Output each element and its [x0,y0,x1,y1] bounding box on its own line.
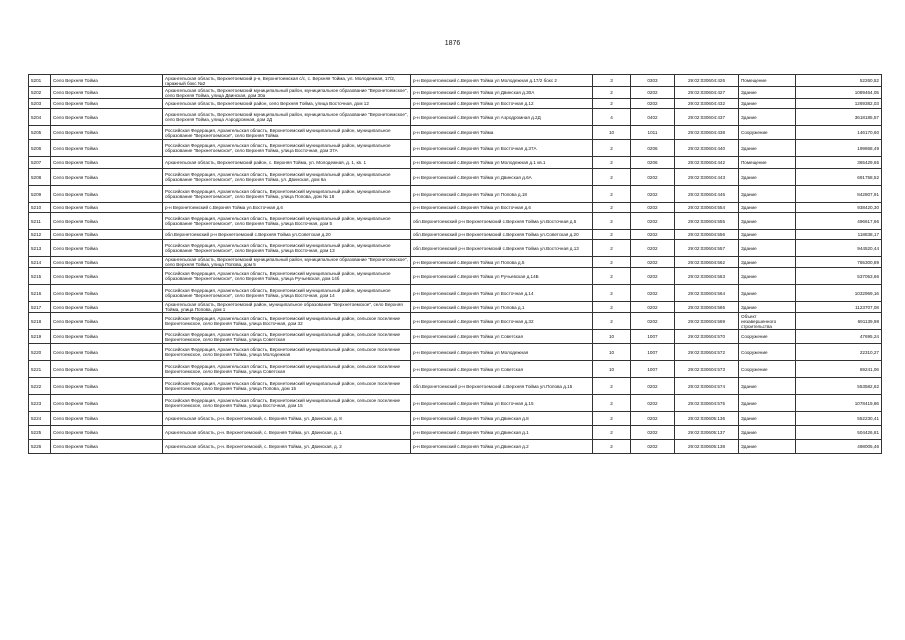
code-group-cell: 2 [593,230,631,240]
code-type-cell: 1007 [631,344,675,361]
code-type-cell: 0202 [631,203,675,213]
property-register-table [28,74,882,454]
cadastral-number-cell: 29:02:030604:555 [675,213,739,230]
row-number: 5204 [29,109,51,126]
object-kind-cell: Сооружение [739,126,796,140]
row-number: 5206 [29,140,51,157]
object-kind-cell: Здание [739,87,796,99]
code-group-cell: 2 [593,213,631,230]
settlement-cell: Село Верхняя Тойма [51,268,163,285]
settlement-cell: Село Верхняя Тойма [51,240,163,257]
location-cell: р-н Верхнетоемский с.Верхняя Тойма ул.Двинская д.8 [411,412,593,426]
address-cell: Архангельская область, р-н. Верхнетоемский, с. Верхняя Тойма, ул. Двинская, д. 8 [163,412,411,426]
code-type-cell: 0303 [631,75,675,87]
row-number: 5210 [29,203,51,213]
code-type-cell: 0202 [631,302,675,313]
cadastral-value-cell: 691139,98 [796,313,882,330]
location-cell: р-н Верхнетоемский с.Верхняя Тойма ул.Двинская д.2 [411,440,593,454]
code-type-cell: 0206 [631,140,675,157]
table-row [29,313,882,330]
settlement-cell: Село Верхняя Тойма [51,87,163,99]
address-cell: Российская Федерация, Архангельская область, Верхнетоемский муниципальный район, муниципальное образование "Верхнетоемское", село Верхняя Тойма, ул. Двинская, дом 6а [163,169,411,186]
cadastral-value-cell: 765300,89 [796,257,882,268]
table-row [29,378,882,395]
address-cell: Архангельская область, Верхнетоемский муниципальный район, муниципальное образование "Верхнетоемское", село Верхняя Тойма, улица Попова, дом 5 [163,257,411,268]
object-kind-cell: Сооружение [739,361,796,378]
address-cell: Архангельская область, Верхнетоемский р-н, Верхнетоемская с/с, с. Верхняя Тойма, ул. Молодежная, 17/2, гаражный бокс №2 [163,75,411,87]
location-cell: р-н Верхнетоемский с.Верхняя Тойма ул Молодежная д.1 кв.1 [411,157,593,169]
table-row [29,169,882,186]
object-kind-cell: Объект незавершенного строительства [739,313,796,330]
table-row [29,412,882,426]
settlement-cell: Село Верхняя Тойма [51,109,163,126]
address-cell: Российская Федерация, Архангельская область, Верхнетоемский муниципальный район, сельское поселение Верхнетоемское, село Верхняя Тойма, улица Восточная, дом 15 [163,395,411,412]
code-group-cell: 2 [593,87,631,99]
cadastral-number-cell: 29:02:030604:437 [675,109,739,126]
location-cell: р-н Верхнетоемский с.Верхняя Тойма ул Ручьевская д.14Б [411,268,593,285]
cadastral-value-cell: 1269382,03 [796,99,882,109]
settlement-cell: Село Верхняя Тойма [51,75,163,87]
code-group-cell: 2 [593,395,631,412]
cadastral-number-cell: 29:02:030604:556 [675,230,739,240]
table-row [29,126,882,140]
address-cell: Российская Федерация, Архангельская область, Верхнетоемский муниципальный район, муниципальное образование "Верхнетоемское", село Верхняя Тойма [163,126,411,140]
settlement-cell: Село Верхняя Тойма [51,330,163,344]
object-kind-cell: Помещение [739,75,796,87]
cadastral-value-cell: 553582,62 [796,378,882,395]
code-group-cell: 2 [593,378,631,395]
cadastral-number-cell: 29:02:030604:446 [675,186,739,203]
cadastral-number-cell: 29:02:030604:562 [675,257,739,268]
cadastral-number-cell: 29:02:030604:438 [675,126,739,140]
cadastral-value-cell: 3618185,57 [796,109,882,126]
location-cell: р-н Верхнетоемский с.Верхняя Тойма ул Попова д.1 [411,302,593,313]
object-kind-cell: Здание [739,378,796,395]
row-number: 5220 [29,344,51,361]
table-row [29,203,882,213]
location-cell: р-н Верхнетоемский с.Верхняя Тойма ул Молодежная [411,344,593,361]
settlement-cell: Село Верхняя Тойма [51,126,163,140]
table-row [29,213,882,230]
location-cell: р-н Верхнетоемский с.Верхняя Тойма ул Советская [411,330,593,344]
row-number: 5226 [29,440,51,454]
settlement-cell: Село Верхняя Тойма [51,285,163,302]
code-group-cell: 2 [593,313,631,330]
code-type-cell: 0402 [631,109,675,126]
code-group-cell: 10 [593,344,631,361]
location-cell: р-н Верхнетоемский с.Верхняя Тойма ул Восточная д.6 [411,203,593,213]
page-number: 1876 [444,40,461,47]
object-kind-cell: Здание [739,412,796,426]
location-cell: р-н Верхнетоемский с.Верхняя Тойма ул Двинская д.6А [411,169,593,186]
location-cell: р-н Верхнетоемский с.Верхняя Тойма ул Советская [411,361,593,378]
address-cell: Российская Федерация, Архангельская область, Верхнетоемский муниципальный район, муниципальное образование "Верхнетоемское", село Верхняя Тойма, улица Восточная, дом 37А [163,140,411,157]
object-kind-cell: Здание [739,426,796,440]
settlement-cell: Село Верхняя Тойма [51,426,163,440]
address-cell: обл.Верхнетоемский р-н Верхнетоемский с.Верхняя Тойма ул.Советская д.20 [163,230,411,240]
row-number: 5224 [29,412,51,426]
location-cell: р-н Верхнетоемский с.Верхняя Тойма ул Попова д.18 [411,186,593,203]
code-type-cell: 0202 [631,186,675,203]
row-number: 5205 [29,126,51,140]
cadastral-value-cell: 1123707,08 [796,302,882,313]
location-cell: р-н Верхнетоемский с.Верхняя Тойма ул Восточная д.14 [411,285,593,302]
code-group-cell: 2 [593,169,631,186]
row-number: 5201 [29,75,51,87]
row-number: 5202 [29,87,51,99]
code-type-cell: 0202 [631,169,675,186]
table-row [29,157,882,169]
row-number: 5218 [29,313,51,330]
location-cell: р-н Верхнетоемский с.Верхняя Тойма ул Восточная д.15 [411,395,593,412]
code-type-cell: 0202 [631,395,675,412]
row-number: 5215 [29,268,51,285]
object-kind-cell: Здание [739,186,796,203]
object-kind-cell: Здание [739,257,796,268]
cadastral-number-cell: 29:02:030604:572 [675,344,739,361]
cadastral-value-cell: 22310,27 [796,344,882,361]
cadastral-number-cell: 29:02:030604:575 [675,395,739,412]
address-cell: Российская Федерация, Архангельская область, Верхнетоемский муниципальный район, муниципальное образование "Верхнетоемское", село Верхняя Тойма, улица Восточная, дом 13 [163,240,411,257]
cadastral-number-cell: 29:02:030604:570 [675,330,739,344]
address-cell: Российская Федерация, Архангельская область, Верхнетоемский муниципальный район, сельское поселение Верхнетоемское, село Верхняя Тойма, улица Советская [163,361,411,378]
object-kind-cell: Здание [739,240,796,257]
cadastral-number-cell: 29:02:030604:432 [675,99,739,109]
settlement-cell: Село Верхняя Тойма [51,157,163,169]
code-type-cell: 0202 [631,412,675,426]
table-row [29,440,882,454]
settlement-cell: Село Верхняя Тойма [51,313,163,330]
code-group-cell: 3 [593,75,631,87]
code-type-cell: 0202 [631,99,675,109]
table-row [29,87,882,99]
row-number: 5216 [29,285,51,302]
table-row [29,140,882,157]
code-type-cell: 0202 [631,426,675,440]
cadastral-value-cell: 504426,81 [796,426,882,440]
cadastral-value-cell: 69241,06 [796,361,882,378]
cadastral-value-cell: 1078419,86 [796,395,882,412]
code-type-cell: 0202 [631,285,675,302]
cadastral-value-cell: 938420,30 [796,203,882,213]
cadastral-value-cell: 365429,65 [796,157,882,169]
settlement-cell: Село Верхняя Тойма [51,257,163,268]
code-group-cell: 2 [593,440,631,454]
object-kind-cell: Здание [739,99,796,109]
settlement-cell: Село Верхняя Тойма [51,302,163,313]
settlement-cell: Село Верхняя Тойма [51,361,163,378]
settlement-cell: Село Верхняя Тойма [51,412,163,426]
object-kind-cell: Здание [739,140,796,157]
row-number: 5223 [29,395,51,412]
row-number: 5219 [29,330,51,344]
cadastral-number-cell: 29:02:030604:443 [675,169,739,186]
code-type-cell: 1007 [631,361,675,378]
code-group-cell: 2 [593,302,631,313]
code-type-cell: 0202 [631,230,675,240]
location-cell: р-н Верхнетоемский с.Верхняя Тойма ул Восточная д.37А [411,140,593,157]
address-cell: Архангельская область, Верхнетоемский район, муниципальное образование "Верхнетоемское", село Верхняя Тойма, улица Попова, дом 1 [163,302,411,313]
table-row [29,302,882,313]
address-cell: Архангельская область, р-н. Верхнетоемский, с. Верхняя Тойма, ул. Двинская, д. 1 [163,426,411,440]
cadastral-number-cell: 29:02:030605:137 [675,426,739,440]
address-cell: Российская Федерация, Архангельская область, Верхнетоемский муниципальный район, сельское поселение Верхнетоемское, село Верхняя Тойма, улица Попова, дом 15 [163,378,411,395]
settlement-cell: Село Верхняя Тойма [51,186,163,203]
table-row [29,109,882,126]
address-cell: Российская Федерация, Архангельская область, Верхнетоемский муниципальный район, муниципальное образование "Верхнетоемское", село Верхняя Тойма, улица Попова, дом № 18 [163,186,411,203]
row-number: 5225 [29,426,51,440]
location-cell: р-н Верхнетоемский с.Верхняя Тойма ул Аэродромная д.2Д [411,109,593,126]
object-kind-cell: Здание [739,230,796,240]
table-row [29,240,882,257]
object-kind-cell: Здание [739,213,796,230]
table-row [29,426,882,440]
cadastral-number-cell: 29:02:030605:138 [675,440,739,454]
object-kind-cell: Сооружение [739,344,796,361]
location-cell: р-н Верхнетоемский с.Верхняя Тойма ул Молодежная д.17/2 бокс 2 [411,75,593,87]
address-cell: Российская Федерация, Архангельская область, Верхнетоемский муниципальный район, сельское поселение Верхнетоемское, село Верхняя Тойма, улица Молодежная [163,344,411,361]
code-type-cell: 0202 [631,87,675,99]
location-cell: р-н Верхнетоемский с.Верхняя Тойма ул Восточная д.32 [411,313,593,330]
row-number: 5214 [29,257,51,268]
cadastral-number-cell: 29:02:030605:136 [675,412,739,426]
code-type-cell: 0206 [631,157,675,169]
code-group-cell: 2 [593,257,631,268]
settlement-cell: Село Верхняя Тойма [51,344,163,361]
address-cell: Российская Федерация, Архангельская область, Верхнетоемский муниципальный район, сельское поселение Верхнетоемское, село Верхняя Тойма, улица Восточная, дом 32 [163,313,411,330]
location-cell: р-н Верхнетоемский с.Верхняя Тойма ул Попова д.5 [411,257,593,268]
table-row [29,395,882,412]
cadastral-value-cell: 842807,91 [796,186,882,203]
code-type-cell: 1007 [631,330,675,344]
code-group-cell: 10 [593,361,631,378]
location-cell: обл.Верхнетоемский р-н Верхнетоемский с.Верхняя Тойма ул.Восточная д.5 [411,213,593,230]
code-type-cell: 0202 [631,313,675,330]
object-kind-cell: Здание [739,395,796,412]
table-row [29,99,882,109]
cadastral-number-cell: 29:02:030604:573 [675,361,739,378]
row-number: 5211 [29,213,51,230]
address-cell: Российская Федерация, Архангельская область, Верхнетоемский муниципальный район, муниципальное образование "Верхнетоемское", село Верхняя Тойма, улица Восточная, дом 5 [163,213,411,230]
settlement-cell: Село Верхняя Тойма [51,440,163,454]
settlement-cell: Село Верхняя Тойма [51,213,163,230]
cadastral-number-cell: 29:02:030604:563 [675,268,739,285]
row-number: 5217 [29,302,51,313]
settlement-cell: Село Верхняя Тойма [51,203,163,213]
cadastral-number-cell: 29:02:030604:440 [675,140,739,157]
table-row [29,257,882,268]
cadastral-number-cell: 29:02:030604:565 [675,302,739,313]
object-kind-cell: Здание [739,109,796,126]
object-kind-cell: Здание [739,440,796,454]
code-group-cell: 2 [593,157,631,169]
cadastral-value-cell: 552230,41 [796,412,882,426]
settlement-cell: Село Верхняя Тойма [51,378,163,395]
code-group-cell: 2 [593,285,631,302]
object-kind-cell: Сооружение [739,330,796,344]
row-number: 5222 [29,378,51,395]
address-cell: Российская Федерация, Архангельская область, Верхнетоемский муниципальный район, муниципальное образование "Верхнетоемское", село Верхняя Тойма, улица Ручьевская, дом 14б [163,268,411,285]
object-kind-cell: Здание [739,268,796,285]
cadastral-number-cell: 29:02:030604:427 [675,87,739,99]
cadastral-number-cell: 29:02:030604:574 [675,378,739,395]
code-group-cell: 10 [593,330,631,344]
location-cell: обл.Верхнетоемский р-н Верхнетоемский с.Верхняя Тойма ул.Восточная д.13 [411,240,593,257]
table-row [29,344,882,361]
table-row [29,268,882,285]
code-group-cell: 10 [593,126,631,140]
table-row [29,285,882,302]
cadastral-value-cell: 496617,66 [796,213,882,230]
table-row [29,330,882,344]
table-row [29,361,882,378]
object-kind-cell: Помещение [739,157,796,169]
table-row [29,75,882,87]
cadastral-value-cell: 691758,52 [796,169,882,186]
code-type-cell: 0202 [631,378,675,395]
code-type-cell: 0202 [631,268,675,285]
settlement-cell: Село Верхняя Тойма [51,230,163,240]
address-cell: р-н Верхнетоемский с.Верхняя Тойма ул.Восточная д.6 [163,203,411,213]
code-group-cell: 2 [593,240,631,257]
location-cell: обл.Верхнетоемский р-н Верхнетоемский с.Верхняя Тойма ул.Попова д.15 [411,378,593,395]
settlement-cell: Село Верхняя Тойма [51,169,163,186]
cadastral-number-cell: 29:02:030604:426 [675,75,739,87]
location-cell: р-н Верхнетоемский с.Верхняя Тойма ул Восточная д.12 [411,99,593,109]
location-cell: обл.Верхнетоемский р-н Верхнетоемский с.Верхняя Тойма ул.Советская д.20 [411,230,593,240]
address-cell: Архангельская область, Верхнетоемский муниципальный район, муниципальное образование "Верхнетоемское", село Верхняя Тойма, улица Двинская, дом 30а [163,87,411,99]
row-number: 5207 [29,157,51,169]
object-kind-cell: Здание [739,285,796,302]
address-cell: Российская Федерация, Архангельская область, Верхнетоемский муниципальный район, сельское поселение Верхнетоемское, село Верхняя Тойма, улица Советская [163,330,411,344]
table-row [29,186,882,203]
location-cell: р-н Верхнетоемский с.Верхняя Тойма [411,126,593,140]
cadastral-value-cell: 498005,46 [796,440,882,454]
cadastral-value-cell: 199868,49 [796,140,882,157]
address-cell: Архангельская область, р-н. Верхнетоемский, с. Верхняя Тойма, ул. Двинская, д. 2 [163,440,411,454]
address-cell: Архангельская область, Верхнетоемский район, с. Верхняя Тойма, ул. Молодежная, д. 1, кв. 1 [163,157,411,169]
row-number: 5209 [29,186,51,203]
row-number: 5212 [29,230,51,240]
object-kind-cell: Здание [739,302,796,313]
settlement-cell: Село Верхняя Тойма [51,395,163,412]
row-number: 5221 [29,361,51,378]
code-group-cell: 2 [593,412,631,426]
row-number: 5203 [29,99,51,109]
object-kind-cell: Здание [739,169,796,186]
address-cell: Архангельская область, Верхнетоемский район, село Верхняя Тойма, улица Восточная, дом 12 [163,99,411,109]
object-kind-cell: Здание [739,203,796,213]
address-cell: Архангельская область, Верхнетоемский муниципальный район, муниципальное образование "Верхнетоемское", село Верхняя Тойма, улица Аэродромная, дом 2Д [163,109,411,126]
cadastral-number-cell: 29:02:030604:569 [675,313,739,330]
cadastral-value-cell: 1089464,05 [796,87,882,99]
code-type-cell: 0202 [631,440,675,454]
cadastral-value-cell: 52260,52 [796,75,882,87]
code-type-cell: 0202 [631,213,675,230]
settlement-cell: Село Верхняя Тойма [51,140,163,157]
cadastral-number-cell: 29:02:030604:564 [675,285,739,302]
code-group-cell: 2 [593,140,631,157]
cadastral-value-cell: 1032969,16 [796,285,882,302]
row-number: 5213 [29,240,51,257]
code-group-cell: 2 [593,186,631,203]
cadastral-value-cell: 944520,44 [796,240,882,257]
cadastral-number-cell: 29:02:030604:554 [675,203,739,213]
address-cell: Российская Федерация, Архангельская область, Верхнетоемский муниципальный район, муниципальное образование "Верхнетоемское", село Верхняя Тойма, улица Восточная, дом 14 [163,285,411,302]
row-number: 5208 [29,169,51,186]
location-cell: р-н Верхнетоемский с.Верхняя Тойма ул Двинская д.30А [411,87,593,99]
cadastral-number-cell: 29:02:030604:442 [675,157,739,169]
cadastral-value-cell: 537053,66 [796,268,882,285]
code-group-cell: 2 [593,203,631,213]
cadastral-value-cell: 47695,24 [796,330,882,344]
code-type-cell: 1011 [631,126,675,140]
code-type-cell: 0202 [631,240,675,257]
settlement-cell: Село Верхняя Тойма [51,99,163,109]
code-group-cell: 2 [593,99,631,109]
cadastral-number-cell: 29:02:030604:557 [675,240,739,257]
cadastral-value-cell: 146170,60 [796,126,882,140]
code-group-cell: 2 [593,268,631,285]
code-group-cell: 2 [593,426,631,440]
location-cell: р-н Верхнетоемский с.Верхняя Тойма ул.Двинская д.1 [411,426,593,440]
table-row [29,230,882,240]
code-type-cell: 0202 [631,257,675,268]
code-group-cell: 4 [593,109,631,126]
cadastral-value-cell: 118838,17 [796,230,882,240]
